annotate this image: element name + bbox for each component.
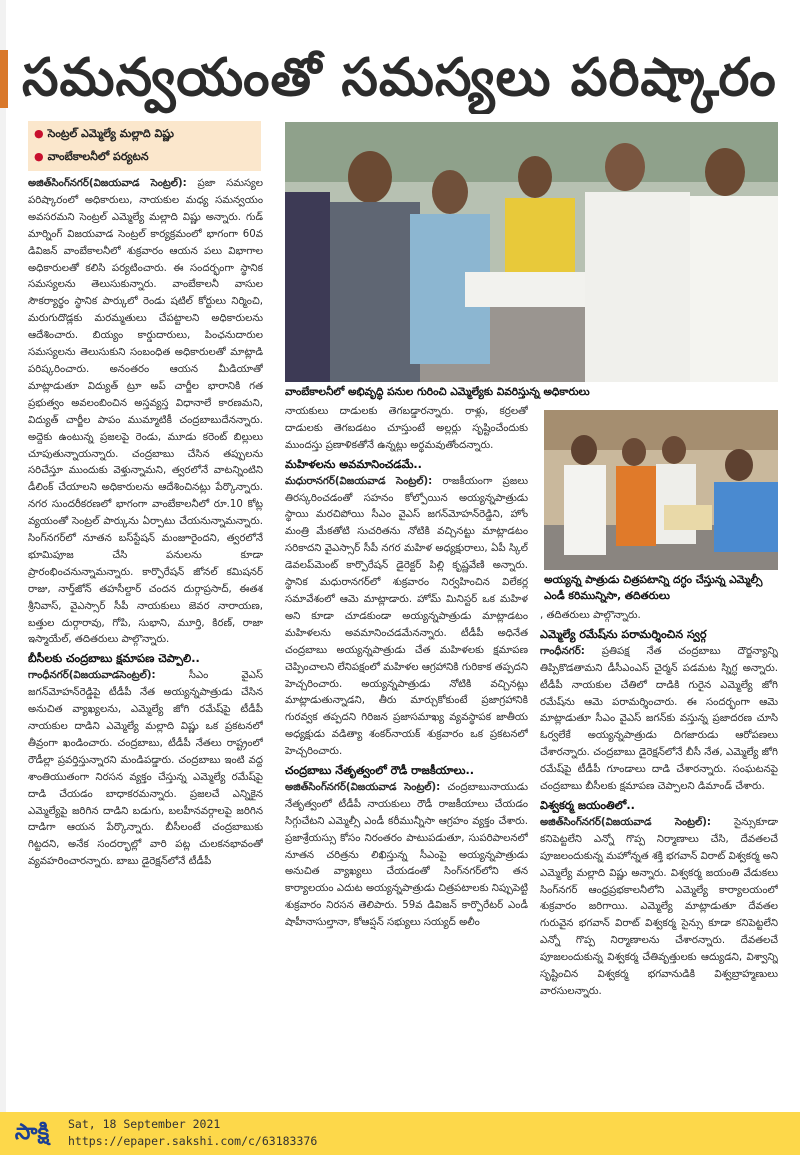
paragraph-text: సైన్సుకూడా కనిపెట్టలేని ఎన్నో గొప్ప నిర్మాణాలు చేసి, దేవతలచే పూజలందుకున్న మహోన్నత శక్తి భగవాన్ విరాట్ విశ్వకర్మ అని ఎమ్మెల్యే మల్లాది విష్ణు అన్నారు. విశ్వకర్మ జయంతి వేడుకలు సింగ్‌నగర్ ఆంధ్రప్రభకాలనీలోని ఎమ్మెల్యే కార్యాలయంలో శుక్రవారం జరిగాయి. ఎమ్మెల్యే మాట్లాడుతూ దేవతల గురువైన భగవాన్ విరాట్ విశ్వకర్మ సైన్సు కూడా కనిపెట్టలేని ఎన్నో గొప్ప నిర్మాణాలను చేశారన్నారు. దేవతలచే పూజలందుకున్న విశ్వకర్మ చేతివృత్తులకు ఆద్యుడని, విశ్వాన్ని సృష్టించిన విశ్వకర్మ భగవానుడికి విశ్వబ్రాహ్మణులు వారసులన్నారు. [540,816,778,997]
subheading: మహిళలను అవమానించడమే.. [285,457,422,471]
article-column-3 [540,608,778,1106]
logo-text: సాక్షి [14,1120,50,1145]
kicker-text: సెంట్రల్ ఎమ్మెల్యే మల్లాది విష్ణు [47,127,174,140]
photo1-caption: వాంబేకాలనీలో అభివృద్ధి పనుల గురించి ఎమ్మెల్యేకు వివరిస్తున్న అధికారులు [285,386,590,398]
paragraph: నాయకులు దాడులకు తెగబడ్డారన్నారు. రాళ్లు, కర్రలతో దాడులకు తెగబడటం చూస్తుంటే అల్లర్లు సృష్టించేందుకు ముందస్తు ప్రణాళికతోనే ఉన్నట్లు అర్థమవుతోందన్నారు. [285,406,528,451]
dateline: అజిత్‌సింగ్‌నగర్(విజయవాడ సెంట్రల్): [28,178,187,189]
paragraph-text: ప్రజా సమస్యల పరిష్కారంలో అధికారులు, నాయకుల మధ్య సమన్వయం అవసరమని సెంట్రల్ ఎమ్మెల్యే మల్లాది విష్ణు అన్నారు. గుడ్ మార్నింగ్ విజయవాడ సెంట్రల్ కార్యక్రమంలో భాగంగా 60వ డివిజన్ వాంబేకాలనీలో శుక్రవారం ఆయన పలు విభాగాల అధికారులతో కలిసి పర్యటించారు. ఈ సందర్భంగా స్థానిక సమస్యలను తెలుసుకున్నారు. వాంబేకాలనీ వాసుల సౌకర్యార్థం స్థానిక పార్కులో రెండు షటిల్ కోర్టులు నిర్మించి, మరుగుదొడ్లకు మరమ్మతులు చేపట్టాలని అధికారులను ఆదేశించారు. బియ్యం కార్డుదారులు, పింఛనుదారుల సమస్యలను తెలుసుకుని సంబంధిత అధికారులతో మాట్లాడి పరిష్కరించారు. అనంతరం ఆయన మీడియాతో మాట్లాడుతూ విద్యుత్ ట్రూ అప్ చార్జీల భారానికి గత ప్రభుత్వం అవలంబించిన అస్తవ్యస్త విధానాలే కారణమని, విద్యుత్ చార్జీల పాపం ముమ్మాటికీ చంద్రబాబుదేనన్నారు. అద్దెకు ఉంటున్న ప్రజలపై రెండు, మూడు కరెంట్ బిల్లులు చూపుతున్నాయన్నారు. చంద్రబాబు చేసిన తప్పులను సరిచేస్తూ ముందుకు వెళ్తున్నామని, త్వరలోనే వాటన్నింటిని డీలింక్ చేయాలని అధికారులను ఆదేశించినట్లు పేర్కొన్నారు. నగర సుందరీకరణలో భాగంగా వాంబేకాలనీలో రూ.10 కోట్ల వ్యయంతో సెంట్రల్ పార్కును ఏర్పాటు చేయనున్నామన్నారు. సింగ్‌నగర్‌లో నూతన బస్‌స్టేషన్ మంజూరైందని, త్వరలోనే భూమిపూజ చేసి పనులను కూడా ప్రారంభించనున్నామన్నారు. కార్పొరేషన్ జోనల్ కమిషనర్ రాజు, నార్త్‌జోన్ తహసీల్దార్ చందన దుర్గాప్రసాద్, ఈతశ శ్రీనివాస్, వైఎస్సార్ సీపీ నాయకులు జెవర నారాయణ, బత్తుల దుర్గారావు, గోపి, సుభాని, మూర్తి, కిరణ్, రాజా ఇస్మాయేల్, తదితరులు పాల్గొన్నారు. [28,178,263,646]
kicker-item [34,147,256,167]
dateline: గాంధీనగర్(విజయవాడసెంట్రల్): [28,670,156,682]
dateline: అజిత్‌సింగ్‌నగర్(విజయవాడ సెంట్రల్): [540,816,711,828]
paragraph [540,644,778,796]
paragraph-text: ప్రతిపక్ష నేత చంద్రబాబు దౌర్జన్యాన్ని తిప్పికొడతామని డీసీఎంఎస్ చైర్మన్ పడమట స్నిగ్ధ అన్నారు. టీడీపీ నాయకుల చేతిలో దాడికి గురైన ఎమ్మెల్యే జోగి రమేష్‌ను ఆమె పరామర్శించారు. ఈ సందర్భంగా ఆమె మాట్లాడుతూ సీఎం వైఎస్ జగన్‌కు వస్తున్న ప్రజాదరణ చూసి ఓర్వలేకే అయ్యన్నపాత్రుడు దిగజారుడు ఆరోపణలు చేశారన్నారు. చంద్రబాబు డైరెక్షన్‌లోనే బీసీ నేత, ఎమ్మెల్యే జోగి రమేష్‌పై టీడీపీ గూండాలు దాడి చేశారన్నారు. సంఘటనపై చంద్రబాబు బీసీలకు క్షమాపణ చెప్పాలని డిమాండ్ చేశారు. [540,645,778,793]
edition-date: Sat, 18 September 2021 [68,1117,221,1131]
sakshi-logo [6,1115,58,1152]
paragraph-text: చంద్రబాబునాయుడు నేతృత్వంలో టీడీపీ నాయకులు రౌడీ రాజకీయాలు చేయడం సిగ్గుచేటని ఎమ్మెల్సీ ఎండీ కరీమున్నీసా ఆగ్రహం వ్యక్తం చేశారు. ప్రజాశ్రేయస్సు కోసం నిరంతరం పాటుపడుతూ, సుపరిపాలనలో నూతన చరిత్రను లిఖిస్తున్న సీఎంపై అయ్యన్నపాత్రుడు అనుచిత వ్యాఖ్యలు చేయడంతో సింగ్‌నగర్‌లోని తన కార్యాలయం ఎదుట అయ్యన్నపాత్రుడు చిత్రపటాలకు నిప్పుపెట్టి శుక్రవారం నిరసన తెలిపారు. 59వ డివిజన్ కార్పొరేటర్ ఎండీ షాహీనాసుల్తానా, కోఆప్షన్ సభ్యులు సయ్యద్ అలీం [285,781,528,929]
paragraph: , తదితరులు పాల్గొన్నారు. [540,610,641,621]
subheading: విశ్వకర్మ జయంతిలో.. [540,798,635,812]
paragraph-text: రాజకీయంగా ప్రజలు తిరస్కరించడంతో సహనం కోల్పోయిన అయ్యన్నపాత్రుడు స్థాయి మరచిపోయి సీఎం వైఎస్ జగన్‌మోహన్‌రెడ్డిని, హోం మంత్రి మేకతోటి సుచరితను నోటికి వచ్చినట్టు మాట్లాడటం సరికాదని వైఎస్సార్ సీపీ నగర మహిళ అధ్యక్షురాలు, ఏపీ స్కిల్ డెవలప్‌మెంట్ కార్పొరేషన్ డైరెక్టర్ పిల్లి కృష్ణవేణి అన్నారు. స్థానిక మధురానగర్‌లో శుక్రవారం నిర్వహించిన విలేకర్ల సమావేశంలో ఆమె మాట్లాడారు. హోమ్ మినిస్టర్ ఒక మహిళ అని కూడా చూడకుండా అయ్యన్నపాత్రుడు మాట్లాడటం మహిళలను అవమానించడమేనన్నారు. టీడీపీ అధినేత చంద్రబాబు అయ్యన్నపాత్రుడు చేత మహిళలకు క్షమాపణ చెప్పించాలని లేనిపక్షంలో మహిళల ఆగ్రహానికి గురికాక తప్పదని హెచ్చరించారు. అయ్యన్నపాత్రుడు నోటికి వచ్చినట్లు మాట్లాడుతున్నాడని, తీరు మార్చుకోకుంటే ప్రజాగ్రహానికి గురవ్వక తప్పదని గిరిజన ప్రజాసమాఖ్య వ్యవస్థాపక జాతీయ అధ్యక్షుడు వడిత్యా శంకర్‌నాయక్ శుక్రవారం ఒక ప్రకటనలో హెచ్చరించారు. [285,475,528,758]
bullet-icon: ● [34,150,44,163]
dateline: గాంధీనగర్: [540,645,585,657]
subheading: బీసీలకు చంద్రబాబు క్షమాపణ చెప్పాలి.. [28,652,200,666]
dateline: అజిత్‌సింగ్‌నగర్(విజయవాడ సెంట్రల్): [285,781,441,793]
photo2-caption: అయ్యన్న పాత్రుడు చిత్రపటాన్ని దగ్ధం చేస్తున్న ఎమ్మెల్సీ ఎండీ కరిమున్నిసా, తదితరులు [544,574,763,602]
kicker-text: వాంబేకాలనీలో పర్యటన [47,150,149,163]
paragraph-text: సీఎం వైఎస్ జగన్‌మోహన్‌రెడ్డిపై టీడీపీ నేత అయ్యన్నపాత్రుడు చేసిన అనుచిత వ్యాఖ్యలను, ఎమ్మెల్యే జోగి రమేష్‌పై టీడీపీ నాయకుల దాడిని ఎమ్మెల్యే మల్లాది విష్ణు ఒక ప్రకటనలో తీవ్రంగా ఖండించారు. చంద్రబాబు, టీడీపీ నేతలు రాష్ట్రంలో రౌడీల్లా ప్రవర్తిస్తున్నారని మండిపడ్డారు. చంద్రబాబు ఇంటి వద్ద శాంతియుతంగా నిరసన వ్యక్తం చేస్తున్న ఎమ్మెల్యే రమేష్‌పై దాడి చేయడం బాధాకరమన్నారు. ప్రజలచే ఎన్నికైన ఎమ్మెల్యేపై జరిగిన దాడిని బడుగు, బలహీనవర్గాలపై జరిగిన దాడిగా ఆయన పేర్కొన్నారు. బీసీలంటే చంద్రబాబుకు గిట్టదని, అనేక సందర్భాల్లో వారి పట్ల చులకనభావంతో వ్యవహరించారన్నారు. బాబు డైరెక్షన్‌లోనే టీడీపీ [28,670,263,868]
article-column-1 [28,176,263,1106]
headline-block [0,42,800,114]
paragraph [28,176,263,649]
subheading: చంద్రబాబు నేతృత్వంలో రౌడీ రాజకీయాలు.. [285,764,474,778]
bullet-icon: ● [34,127,44,140]
photo-portrait-burning-protest [544,410,778,570]
kicker-item [34,124,256,144]
paragraph [28,668,263,871]
photo-officials-with-mla [285,122,778,382]
page-edge [0,0,6,1112]
epaper-footer [0,1112,800,1155]
kicker-box [28,121,261,171]
headline-accent-bar [0,50,8,108]
paragraph [540,815,778,1001]
headline: సమన్వయంతో సమస్యలు పరిష్కారం [22,48,777,108]
dateline: మధురానగర్(విజయవాడ సెంట్రల్): [285,475,433,487]
subheading: ఎమ్మెల్యే రమేష్‌ను పరామర్శించిన స్వర్గ [540,627,707,641]
paragraph [285,474,528,761]
article-column-2 [285,404,528,1106]
paragraph [285,780,528,932]
source-link[interactable]: https://epaper.sakshi.com/c/63183376 [68,1134,318,1148]
